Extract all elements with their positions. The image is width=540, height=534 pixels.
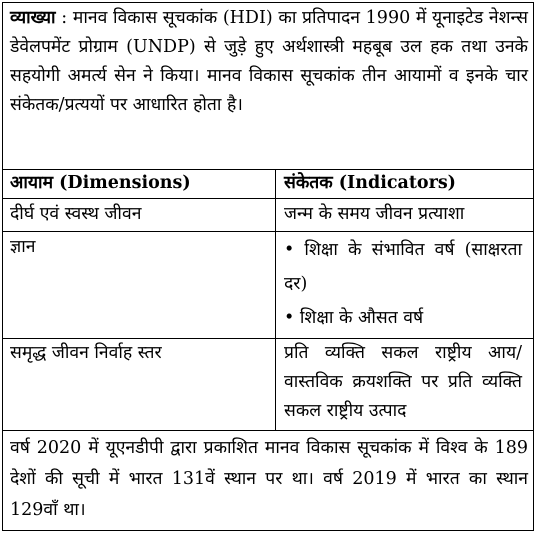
column-divider (275, 169, 276, 430)
row-2-bullet-1: • शिक्षा के संभावित वर्ष (साक्षरता दर) (284, 240, 522, 294)
row-3-indicator: प्रति व्यक्ति सकल राष्ट्रीय आय/वास्तविक क्रयशक्ति पर प्रति व्यक्ति सकल राष्ट्रीय उत्पाद (284, 343, 522, 421)
intro-text: मानव विकास सूचकांक (HDI) का प्रतिपादन 1990 में यूनाइटेड नेशन्स डेवेलपमेंट प्रोग्राम (UNDP) से जुड़े हुए अर्थशास्त्री महबूब उल हक तथा उनके सहयोगी अमर्त्य सेन ने किया। मानव विकास सूचकांक तीन आयामों व इनके चार संकेतक/प्रत्ययों पर आधारित होता है। (10, 8, 528, 115)
row-3-dimension: समृद्ध जीवन निर्वाह स्तर (10, 343, 162, 363)
divider-row-1 (2, 231, 534, 232)
intro-separator: : (61, 8, 68, 28)
row-1-dimension: दीर्घ एवं स्वस्थ जीवन (10, 204, 142, 224)
divider-header (2, 198, 534, 199)
row-2-dimension: ज्ञान (10, 237, 36, 257)
intro-paragraph (10, 4, 528, 120)
intro-label: व्याख्या (10, 8, 56, 28)
footer-paragraph: वर्ष 2020 में यूएनडीपी द्वारा प्रकाशित मानव विकास सूचकांक में विश्व के 189 देशों की सूची में भारत 131वें स्थान पर था। वर्ष 2019 में भारत का स्थान 129वाँ था। (10, 438, 528, 520)
row-2-bullet-2: • शिक्षा के औसत वर्ष (284, 308, 424, 328)
divider-table-end (2, 430, 534, 431)
row-2-indicator (284, 233, 522, 335)
row-1-indicator: जन्म के समय जीवन प्रत्याशा (284, 204, 465, 224)
header-indicators: संकेतक (Indicators) (284, 173, 456, 193)
header-dimensions: आयाम (Dimensions) (10, 173, 191, 193)
